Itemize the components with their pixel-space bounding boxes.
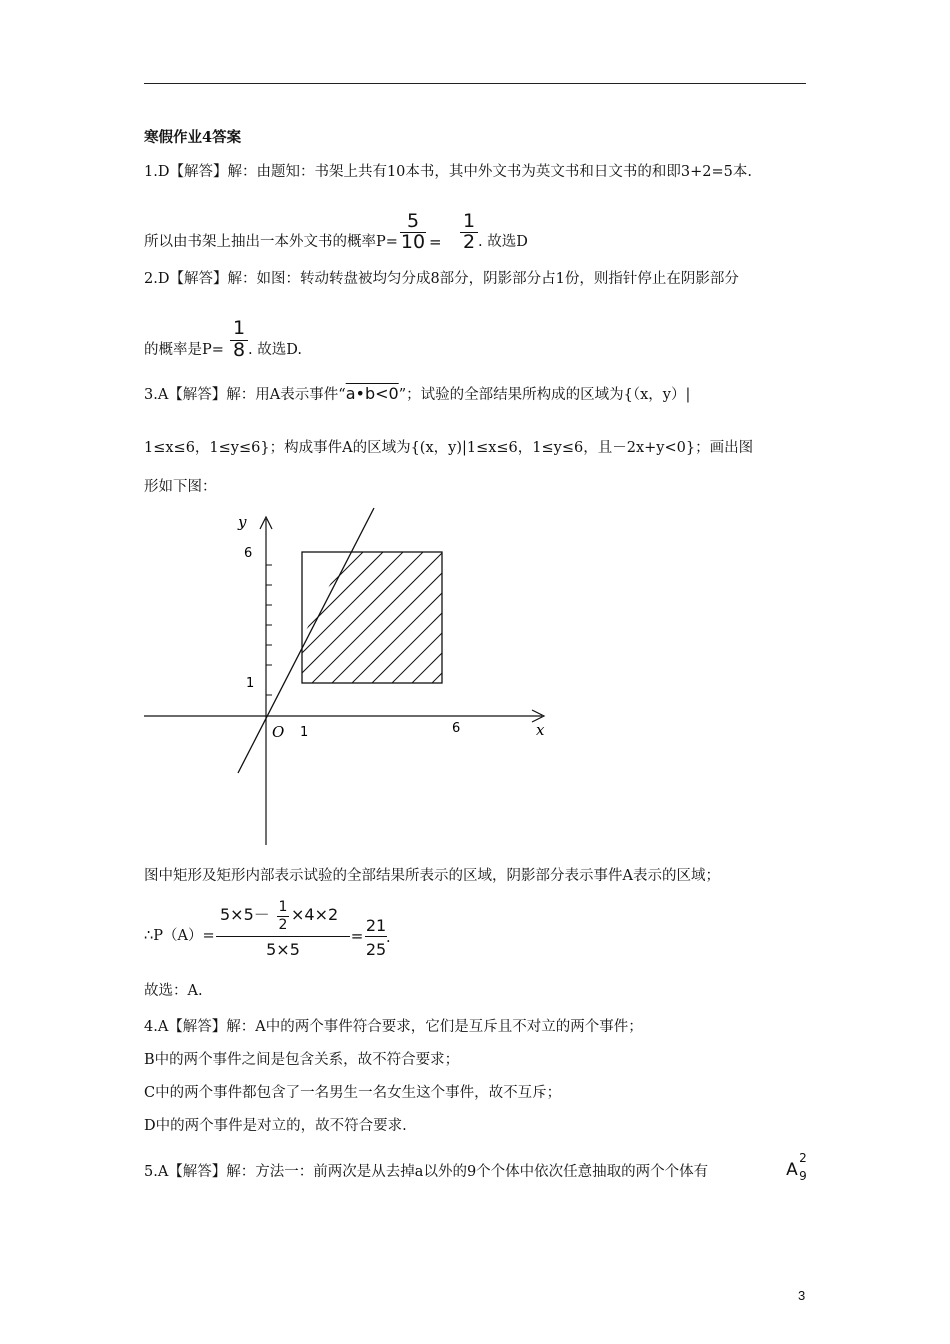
page-number: 3 (798, 1288, 806, 1303)
q1-suffix: . 故选D (478, 234, 528, 250)
origin-label: O (272, 723, 285, 741)
q4-line1: 4.A【解答】解：A中的两个事件符合要求，它们是互斥且不对立的两个事件； (144, 1019, 643, 1035)
q1-line2 (144, 232, 398, 252)
q2-frac-den: 8 (232, 339, 246, 361)
q2-suffix: . 故选D. (248, 342, 302, 358)
q1-frac2-num: 1 (462, 210, 476, 232)
q4-line3: C中的两个事件都包含了一名男生一名女生这个事件，故不互斥； (144, 1085, 562, 1101)
q5-perm-base: A (786, 1160, 798, 1180)
q3-prob-num-frac-n: 1 (278, 899, 288, 915)
q3-prob-bar (216, 936, 350, 937)
q5-line1: 5.A【解答】解：方法一：前两次是从去掉a以外的9个个体中依次任意抽取的两个个体有 (144, 1164, 709, 1180)
q3-prob-num-b: ×4×2 (291, 905, 339, 924)
event-a-shaded-region (180, 525, 560, 695)
y-axis-ticks (266, 565, 272, 695)
q3-explain: 图中矩形及矩形内部表示试验的全部结果所表示的区域，阴影部分表示事件A表示的区域； (144, 868, 720, 884)
q3-prob-den: 5×5 (266, 940, 300, 959)
y-axis-label: y (238, 513, 247, 531)
q3-result-num: 21 (365, 916, 387, 935)
q2-line1: 2.D【解答】解：如图：转动转盘被均匀分成8部分，阴影部分占1份，则指针停止在阴影部分 (144, 271, 739, 287)
q3-prob-eq: = (350, 927, 364, 945)
q1-frac1-num: 5 (406, 210, 420, 232)
q3-result-bar (365, 936, 387, 937)
q3-line3: 形如下图： (144, 479, 217, 495)
q3-prob-end: . (386, 930, 391, 946)
q3-prob-num-frac-d: 2 (278, 917, 288, 933)
q5-perm-sub: 9 (799, 1169, 807, 1183)
q1-prefix: 所以由书架上抽出一本外文书的概率P= (144, 234, 398, 250)
tick-label-y-6: 6 (244, 546, 253, 561)
q3-line1-prefix: 3.A【解答】解：用A表示事件“ (144, 387, 346, 403)
q3-line1-suffix: ”；试验的全部结果所构成的区域为{（x，y）| (398, 387, 691, 403)
q1-frac1-den: 10 (400, 231, 426, 253)
q3-region-graph (140, 505, 560, 850)
q3-line1 (144, 384, 690, 405)
q3-answer: 故选：A. (144, 983, 203, 999)
q3-line2: 1≤x≤6，1≤y≤6}；构成事件A的区域为{(x，y)|1≤x≤6，1≤y≤6，且－2x+y<0}；画出图 (144, 440, 754, 456)
tick-label-y-1: 1 (246, 676, 255, 691)
q1-frac2-den: 2 (462, 231, 476, 253)
q4-line2: B中的两个事件之间是包含关系，故不符合要求； (144, 1052, 460, 1068)
tick-label-x-1: 1 (300, 725, 309, 740)
page-title: 寒假作业4答案 (144, 129, 242, 146)
q2-frac-num: 1 (232, 317, 246, 339)
header-rule (144, 83, 806, 84)
q3-vec-expr: a•b<0 (345, 384, 399, 403)
q5-perm-sup: 2 (799, 1151, 807, 1165)
tick-label-x-6: 6 (452, 721, 461, 736)
q3-prob-num-a: 5×5－ (220, 905, 270, 924)
q1-eq: = (429, 233, 442, 251)
q2-prefix: 的概率是P= (144, 342, 224, 358)
x-axis-label: x (536, 721, 545, 739)
q1-line1: 1.D【解答】解：由题知：书架上共有10本书，其中外文书为英文书和日文书的和即3+2=5本. (144, 164, 752, 180)
q3-result-den: 25 (365, 940, 387, 959)
q3-prob-prefix: ∴P（A）= (144, 928, 215, 944)
q4-line4: D中的两个事件是对立的，故不符合要求. (144, 1118, 407, 1134)
